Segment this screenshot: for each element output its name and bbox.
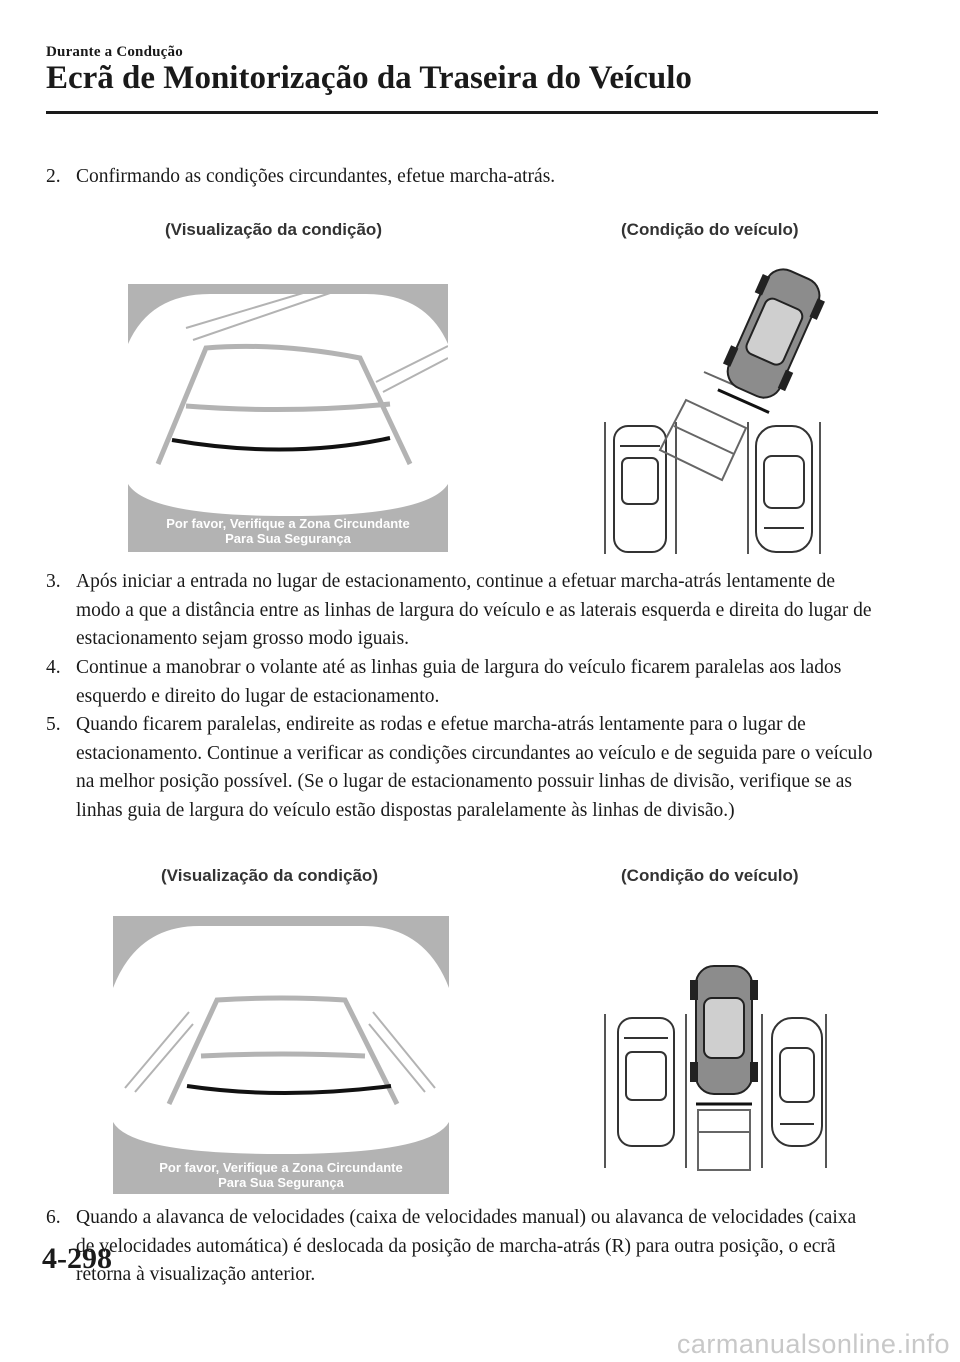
parked-car-left <box>618 1018 674 1146</box>
distance-guide-near <box>187 1086 391 1093</box>
step-6 <box>46 1204 876 1290</box>
distance-guide-mid <box>186 404 390 410</box>
parked-car-right <box>772 1018 822 1146</box>
step-text: Continue a manobrar o volante até as linhas guia de largura do veículo ficarem paralelas aos lados esquerdo e direito do lugar de estacionamento. <box>76 657 842 707</box>
reversing-car <box>712 261 830 415</box>
section-label: Durante a Condução <box>46 44 183 60</box>
step-text: Quando a alavanca de velocidades (caixa de velocidades manual) ou alavanca de velocidades (caixa de velocidades automática) é deslocada da posição de marcha-atrás (R) para outra posição, o ecrã retorna à visualização anterior. <box>76 1207 857 1286</box>
caption-vehicle-condition-2: (Condição do veículo) <box>621 866 799 885</box>
guide-line-right-far <box>376 346 448 392</box>
step-number: 4. <box>46 657 61 678</box>
step-4 <box>46 654 876 711</box>
page-number: 4-298 <box>42 1242 112 1275</box>
warning-text-line2: Para Sua Segurança <box>218 1175 344 1190</box>
step-text: Após iniciar a entrada no lugar de estacionamento, continue a efetuar marcha-atrás lentamente de modo a que a distância entre as linhas de largura do veículo e as laterais esquerda e direita do lugar de estacionamento sejam grosso modo iguais. <box>76 571 872 650</box>
step-text: Quando ficarem paralelas, endireite as rodas e efetue marcha-atrás lentamente para o lugar de estacionamento. Continue a verificar as condições circundantes ao veículo e de seguida pare o veículo na melhor posição possível. (Se o lugar de estacionamento possuir linhas de divisão, verifique se as linhas guia de largura do veículo estão dispostas paralelamente às linhas de divisão.) <box>76 714 873 821</box>
warning-text-line2: Para Sua Segurança <box>225 531 351 546</box>
warning-text-line1: Por favor, Verifique a Zona Circundante <box>159 1160 403 1175</box>
title-divider <box>46 111 878 114</box>
vehicle-condition-figure-2 <box>600 962 832 1174</box>
caption-vehicle-condition-1: (Condição do veículo) <box>621 220 799 239</box>
step-text: Confirmando as condições circundantes, efetue marcha-atrás. <box>76 166 556 187</box>
vehicle-condition-figure-1 <box>598 258 832 558</box>
reversing-car <box>690 966 758 1104</box>
step-3 <box>46 568 876 654</box>
step-number: 5. <box>46 714 61 735</box>
step-number: 3. <box>46 571 61 592</box>
page-title: Ecrã de Monitorização da Traseira do Veículo <box>46 60 692 96</box>
caption-condition-view-1: (Visualização da condição) <box>165 220 382 239</box>
reversing-guide-overlay <box>698 1110 750 1170</box>
step-2 <box>46 163 876 192</box>
camera-view-figure-2 <box>113 916 449 1194</box>
parked-car-left <box>614 426 666 552</box>
camera-view-figure-1 <box>128 284 448 552</box>
step-number: 2. <box>46 166 61 187</box>
step-number: 6. <box>46 1207 61 1228</box>
warning-text-line1: Por favor, Verifique a Zona Circundante <box>166 516 410 531</box>
distance-guide-mid <box>201 1054 365 1056</box>
guide-line-right <box>369 1012 435 1092</box>
caption-condition-view-2: (Visualização da condição) <box>161 866 378 885</box>
parked-car-right <box>756 426 812 552</box>
step-5 <box>46 711 876 825</box>
watermark: carmanualsonline.info <box>676 1329 950 1359</box>
distance-guide-near <box>172 438 390 450</box>
